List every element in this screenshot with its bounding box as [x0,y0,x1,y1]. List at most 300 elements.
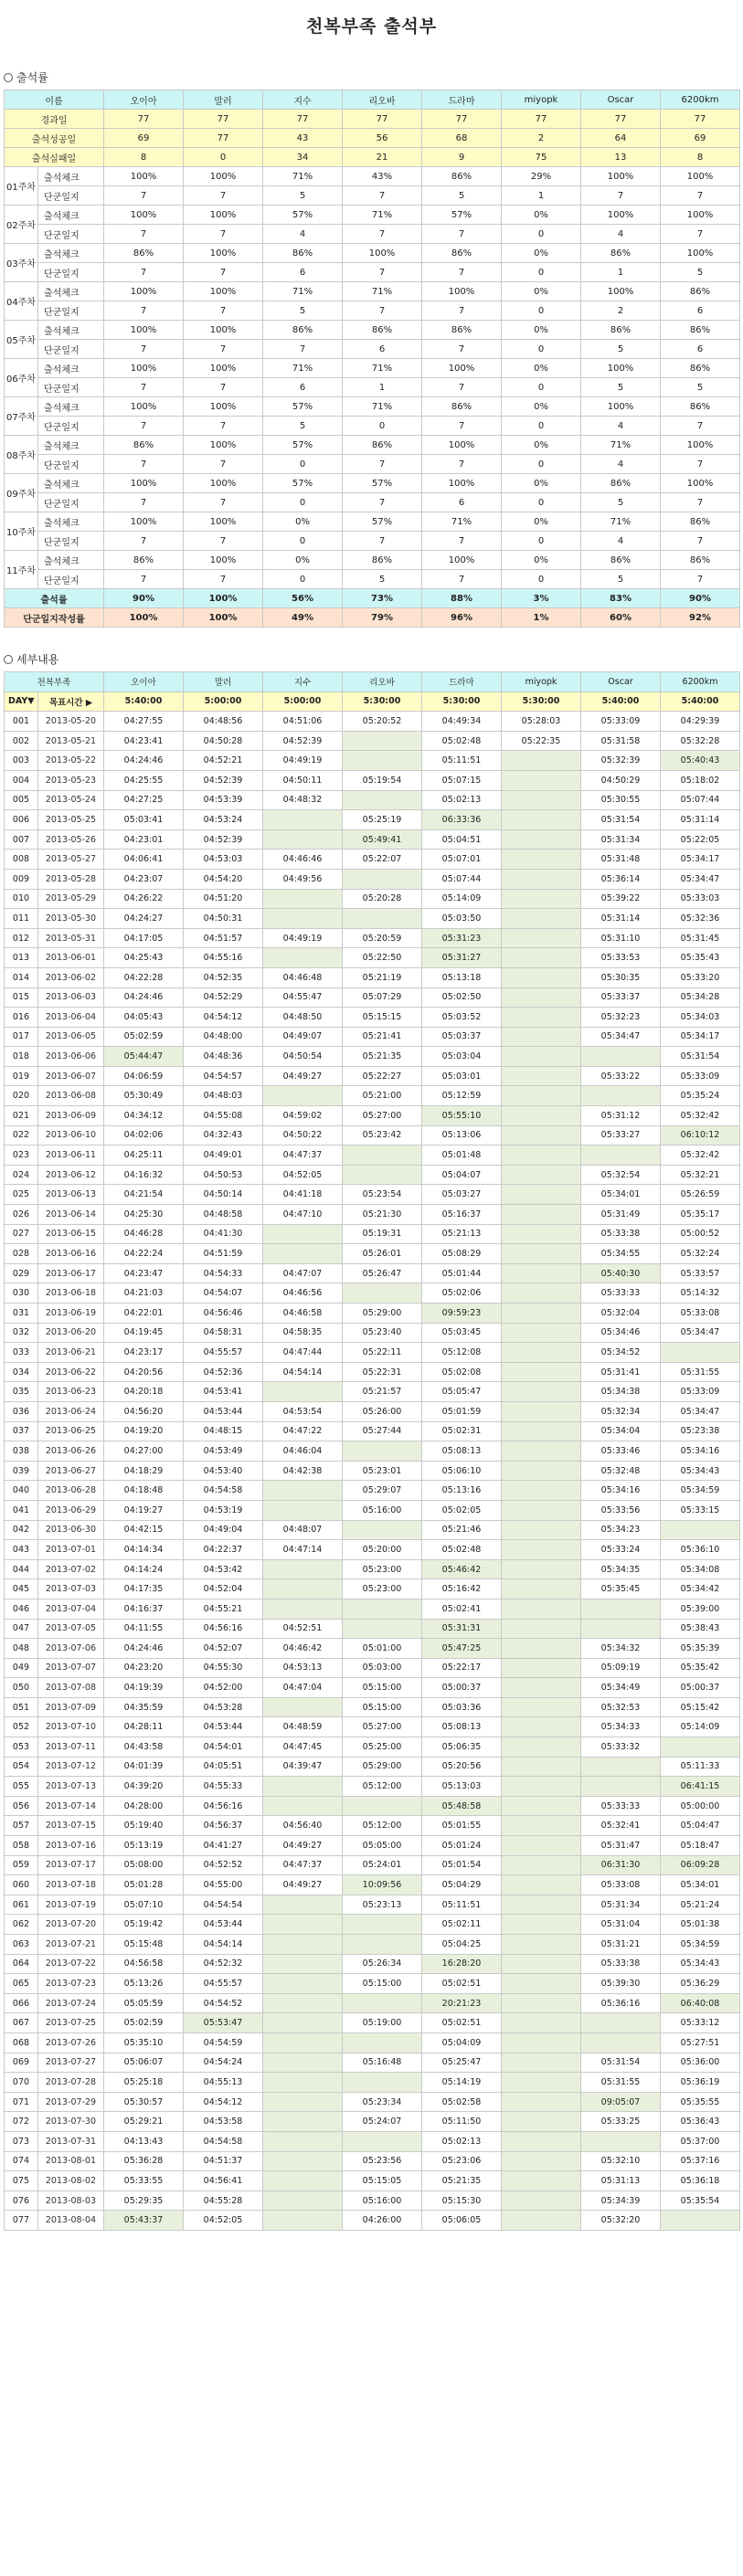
check-in-time: 05:36:29 [661,1974,740,1994]
check-in-time: 04:55:33 [184,1777,263,1797]
check-in-time [502,2053,581,2073]
detail-row [5,1777,740,1797]
date: 2013-07-01 [38,1540,104,1560]
diary-value: 0 [502,225,581,244]
target-time: 5:30:00 [343,692,422,712]
check-in-time [502,1737,581,1758]
check-in-time [502,2151,581,2171]
check-in-time: 04:47:37 [263,1145,343,1166]
check-in-time: 05:11:51 [422,1895,502,1915]
check-in-time: 05:33:25 [581,2112,661,2132]
check-label: 출석체크 [38,397,104,417]
check-in-time: 05:33:55 [104,2171,184,2191]
diary-value: 7 [184,340,263,359]
day-number: 021 [5,1106,38,1126]
check-in-time: 04:52:39 [184,829,263,850]
week-label: 06주차 [5,359,38,397]
check-in-time: 05:29:07 [343,1481,422,1501]
check-in-time: 04:55:13 [184,2073,263,2093]
check-in-time [502,1697,581,1717]
check-value: 86% [422,167,502,186]
date: 2013-05-30 [38,909,104,929]
detail-row [5,1757,740,1777]
check-label: 출석체크 [38,244,104,263]
check-in-time: 05:38:43 [661,1619,740,1639]
date: 2013-06-04 [38,1008,104,1028]
day-number: 056 [5,1796,38,1816]
check-in-time [263,1954,343,1974]
check-in-time: 05:36:18 [661,2171,740,2191]
detail-row [5,829,740,850]
check-in-time: 04:51:06 [263,712,343,732]
check-in-time: 05:35:45 [581,1579,661,1599]
check-in-time: 04:01:39 [104,1757,184,1777]
day-number: 071 [5,2092,38,2112]
diary-value: 4 [263,225,343,244]
check-in-time: 06:41:15 [661,1777,740,1797]
check-in-time: 05:48:58 [422,1796,502,1816]
week-diary-row [5,417,740,436]
date: 2013-07-23 [38,1974,104,1994]
check-in-time: 05:12:00 [343,1777,422,1797]
check-in-time [502,1875,581,1895]
check-in-time [581,2131,661,2151]
check-in-time: 20:21:23 [422,1993,502,2013]
check-in-time: 05:02:59 [104,2013,184,2033]
check-in-time: 05:16:00 [343,2191,422,2211]
check-in-time: 04:21:03 [104,1283,184,1304]
diary-value: 5 [581,340,661,359]
diary-value: 7 [104,225,184,244]
date: 2013-06-13 [38,1185,104,1205]
check-in-time: 04:54:07 [184,1283,263,1304]
check-in-time: 04:48:59 [263,1717,343,1737]
diary-value: 7 [104,340,184,359]
check-in-time: 04:56:20 [104,1401,184,1421]
check-value: 100% [581,282,661,301]
check-in-time: 04:54:58 [184,1481,263,1501]
detail-row [5,2211,740,2231]
check-in-time: 04:11:55 [104,1619,184,1639]
diary-value: 6 [661,340,740,359]
check-in-time: 05:33:08 [661,1304,740,1324]
diary-value: 7 [422,301,502,321]
check-value: 100% [581,206,661,225]
check-in-time: 05:32:28 [661,731,740,751]
check-in-time [502,2073,581,2093]
rate-value: 100% [184,589,263,608]
check-in-time: 05:23:00 [343,1579,422,1599]
check-in-time [343,731,422,751]
week-check-row [5,474,740,493]
check-in-time: 05:32:42 [661,1145,740,1166]
check-value: 71% [343,359,422,378]
date: 2013-07-30 [38,2112,104,2132]
check-in-time [502,810,581,830]
check-in-time: 05:04:47 [661,1816,740,1836]
check-in-time: 04:41:18 [263,1185,343,1205]
date: 2013-07-13 [38,1777,104,1797]
check-in-time: 05:30:35 [581,967,661,987]
date: 2013-05-23 [38,770,104,790]
check-in-time: 05:03:27 [422,1185,502,1205]
check-value: 43% [343,167,422,186]
check-in-time: 04:32:43 [184,1125,263,1145]
check-value: 0% [263,512,343,532]
check-in-time [343,1599,422,1619]
check-in-time: 04:53:58 [184,2112,263,2132]
check-in-time: 04:16:32 [104,1165,184,1185]
check-in-time: 05:23:56 [343,2151,422,2171]
diary-rate-value: 96% [422,608,502,628]
check-in-time: 05:31:48 [581,850,661,870]
summary-value: 77 [422,110,502,129]
member-name: Oscar [581,90,661,110]
detail-row [5,1421,740,1441]
check-in-time: 04:55:00 [184,1875,263,1895]
diary-label: 단군일지 [38,570,104,589]
detail-row [5,1895,740,1915]
check-in-time: 04:53:24 [184,810,263,830]
detail-row [5,1362,740,1382]
date: 2013-06-21 [38,1343,104,1363]
check-in-time: 05:34:17 [661,1027,740,1047]
check-in-time [343,1283,422,1304]
check-in-time: 05:31:10 [581,928,661,948]
diary-rate-row [5,608,740,628]
check-in-time: 04:51:20 [184,889,263,909]
detail-row [5,2073,740,2093]
day-number: 058 [5,1836,38,1856]
check-in-time: 09:59:23 [422,1304,502,1324]
check-in-time: 04:23:20 [104,1658,184,1678]
summary-value: 77 [104,110,184,129]
check-in-time: 04:06:59 [104,1066,184,1086]
check-in-time [581,2013,661,2033]
day-number: 014 [5,967,38,987]
date: 2013-07-29 [38,2092,104,2112]
week-diary-row [5,455,740,474]
day-number: 015 [5,987,38,1008]
day-number: 036 [5,1401,38,1421]
check-in-time: 04:55:30 [184,1658,263,1678]
check-value: 86% [343,436,422,455]
day-number: 002 [5,731,38,751]
date: 2013-07-02 [38,1559,104,1579]
check-in-time: 05:35:17 [661,1205,740,1225]
detail-row [5,1125,740,1145]
check-in-time [263,1974,343,1994]
diary-value: 6 [343,340,422,359]
check-in-time: 05:21:13 [422,1224,502,1244]
diary-value: 5 [263,301,343,321]
check-in-time: 05:31:31 [422,1619,502,1639]
day-number: 077 [5,2211,38,2231]
check-in-time: 04:22:37 [184,1540,263,1560]
check-in-time: 04:13:43 [104,2131,184,2151]
diary-value: 7 [343,455,422,474]
detail-row [5,1737,740,1758]
detail-row [5,1441,740,1462]
diary-value: 0 [263,493,343,512]
date: 2013-05-20 [38,712,104,732]
check-in-time: 05:34:03 [661,1008,740,1028]
member-name: 지수 [263,672,343,692]
check-in-time: 05:20:52 [343,712,422,732]
check-in-time: 05:00:52 [661,1224,740,1244]
check-in-time: 05:31:45 [661,928,740,948]
check-in-time: 04:52:29 [184,987,263,1008]
check-in-time: 05:03:04 [422,1047,502,1067]
check-in-time: 05:13:16 [422,1481,502,1501]
check-in-time [263,948,343,968]
check-in-time: 04:55:57 [184,1974,263,1994]
day-number: 064 [5,1954,38,1974]
check-in-time: 05:16:00 [343,1500,422,1520]
check-in-time [343,1915,422,1935]
check-in-time: 05:34:47 [661,1323,740,1343]
check-in-time: 04:48:56 [184,712,263,732]
check-in-time: 04:54:20 [184,869,263,889]
check-value: 100% [581,359,661,378]
check-in-time: 05:27:00 [343,1106,422,1126]
check-in-time: 04:14:24 [104,1559,184,1579]
day-number: 035 [5,1382,38,1402]
check-in-time: 05:21:57 [343,1382,422,1402]
check-in-time [343,2131,422,2151]
check-in-time: 05:20:59 [343,928,422,948]
check-in-time: 04:39:47 [263,1757,343,1777]
detail-row [5,967,740,987]
target-time: 5:40:00 [104,692,184,712]
summary-value: 34 [263,148,343,167]
day-number: 051 [5,1697,38,1717]
date: 2013-06-27 [38,1461,104,1481]
check-value: 71% [343,206,422,225]
detail-header-row [5,672,740,692]
check-in-time: 04:52:39 [263,731,343,751]
check-in-time: 05:22:50 [343,948,422,968]
check-in-time: 04:46:46 [263,850,343,870]
date: 2013-05-27 [38,850,104,870]
check-in-time: 04:53:41 [184,1382,263,1402]
check-in-time: 05:02:13 [422,2131,502,2151]
detail-row [5,1481,740,1501]
day-number: 028 [5,1244,38,1264]
detail-row [5,1520,740,1540]
diary-value: 7 [104,532,184,551]
diary-value: 5 [343,570,422,589]
check-in-time [263,1224,343,1244]
day-number: 023 [5,1145,38,1166]
check-value: 100% [184,282,263,301]
diary-value: 7 [104,378,184,397]
check-in-time: 04:25:55 [104,770,184,790]
check-in-time: 05:32:54 [581,1165,661,1185]
check-in-time [502,1520,581,1540]
rate-value: 90% [104,589,184,608]
check-in-time: 05:32:42 [661,1106,740,1126]
check-in-time: 05:19:42 [104,1915,184,1935]
target-row [5,692,740,712]
check-in-time [502,1757,581,1777]
check-in-time: 05:04:29 [422,1875,502,1895]
day-number: 024 [5,1165,38,1185]
check-in-time: 05:31:21 [581,1935,661,1955]
member-name: 리오바 [343,672,422,692]
check-in-time: 05:32:23 [581,1008,661,1028]
check-value: 86% [661,512,740,532]
check-in-time: 05:33:15 [661,1500,740,1520]
target-time: 5:00:00 [184,692,263,712]
diary-value: 7 [104,455,184,474]
day-number: 047 [5,1619,38,1639]
check-in-time [502,1421,581,1441]
check-in-time: 05:33:22 [581,1066,661,1086]
check-in-time: 04:19:45 [104,1323,184,1343]
check-in-time: 05:40:30 [581,1263,661,1283]
check-in-time [502,1205,581,1225]
date: 2013-07-27 [38,2053,104,2073]
diary-label: 단군일지 [38,493,104,512]
check-in-time: 05:11:51 [422,751,502,771]
check-in-time: 05:12:08 [422,1343,502,1363]
check-in-time: 05:07:10 [104,1895,184,1915]
check-value: 0% [502,512,581,532]
diary-value: 7 [184,301,263,321]
check-in-time [263,2131,343,2151]
check-value: 86% [661,321,740,340]
member-name: 지수 [263,90,343,110]
check-in-time: 05:02:13 [422,790,502,810]
check-in-time: 06:33:36 [422,810,502,830]
diary-value: 6 [263,263,343,282]
check-value: 71% [581,436,661,455]
check-in-time [502,751,581,771]
check-in-time [502,987,581,1008]
diary-value: 5 [263,186,343,206]
check-in-time: 04:49:19 [263,928,343,948]
check-value: 86% [343,551,422,570]
check-in-time: 05:03:50 [422,909,502,929]
check-in-time: 05:34:23 [581,1520,661,1540]
check-in-time: 05:33:27 [581,1125,661,1145]
check-in-time: 04:51:37 [184,2151,263,2171]
check-in-time: 05:24:07 [343,2112,422,2132]
check-in-time [343,909,422,929]
check-in-time: 04:19:39 [104,1678,184,1698]
check-in-time: 04:49:27 [263,1066,343,1086]
check-in-time: 05:33:09 [581,712,661,732]
check-in-time [263,889,343,909]
check-in-time: 04:54:59 [184,2032,263,2053]
day-number: 053 [5,1737,38,1758]
date: 2013-06-05 [38,1027,104,1047]
detail-row [5,1639,740,1659]
check-in-time: 04:49:34 [422,712,502,732]
rate-value: 56% [263,589,343,608]
check-value: 100% [184,512,263,532]
check-in-time: 05:24:01 [343,1855,422,1875]
diary-value: 7 [343,301,422,321]
diary-value: 7 [343,186,422,206]
detail-row [5,1500,740,1520]
date: 2013-05-21 [38,731,104,751]
check-in-time: 04:43:58 [104,1737,184,1758]
day-number: 018 [5,1047,38,1067]
check-in-time: 05:07:01 [422,850,502,870]
check-value: 100% [422,359,502,378]
check-in-time: 05:32:53 [581,1697,661,1717]
detail-row [5,770,740,790]
check-in-time: 04:26:00 [343,2211,422,2231]
check-in-time: 05:25:00 [343,1737,422,1758]
check-in-time: 05:39:30 [581,1974,661,1994]
check-in-time [263,2211,343,2231]
detail-row [5,2032,740,2053]
day-number: 069 [5,2053,38,2073]
check-in-time: 05:02:31 [422,1421,502,1441]
date: 2013-06-16 [38,1244,104,1264]
check-in-time: 05:47:25 [422,1639,502,1659]
week-label: 02주차 [5,206,38,244]
date: 2013-05-24 [38,790,104,810]
check-in-time: 04:23:07 [104,869,184,889]
check-value: 0% [502,206,581,225]
check-in-time: 04:19:27 [104,1500,184,1520]
check-in-time: 04:52:05 [184,2211,263,2231]
check-in-time [263,1086,343,1106]
date: 2013-06-28 [38,1481,104,1501]
check-in-time: 04:52:07 [184,1639,263,1659]
diary-rate-value: 49% [263,608,343,628]
check-in-time [502,2191,581,2211]
check-value: 0% [502,359,581,378]
diary-value: 5 [263,417,343,436]
detail-row [5,1304,740,1324]
day-number: 019 [5,1066,38,1086]
check-value: 100% [184,321,263,340]
detail-row [5,869,740,889]
check-in-time: 04:47:22 [263,1421,343,1441]
check-in-time: 05:22:05 [661,829,740,850]
date: 2013-07-17 [38,1855,104,1875]
check-value: 0% [502,436,581,455]
day-number: 074 [5,2151,38,2171]
check-in-time: 05:21:19 [343,967,422,987]
check-in-time: 05:30:49 [104,1086,184,1106]
check-in-time: 05:21:35 [343,1047,422,1067]
member-name: 말러 [184,90,263,110]
check-in-time: 04:52:32 [184,1954,263,1974]
check-value: 100% [104,206,184,225]
summary-label: 출석성공일 [5,129,104,148]
check-in-time: 05:20:28 [343,889,422,909]
check-in-time: 04:54:12 [184,2092,263,2112]
circle-bullet-icon [4,73,13,82]
check-in-time [661,1520,740,1540]
check-in-time [343,1520,422,1540]
detail-row [5,889,740,909]
check-in-time: 04:53:42 [184,1559,263,1579]
check-in-time: 04:25:43 [104,948,184,968]
diary-value: 0 [502,417,581,436]
date: 2013-06-29 [38,1500,104,1520]
day-number: 049 [5,1658,38,1678]
diary-value: 0 [502,378,581,397]
check-in-time: 04:20:18 [104,1382,184,1402]
check-in-time [263,2073,343,2093]
